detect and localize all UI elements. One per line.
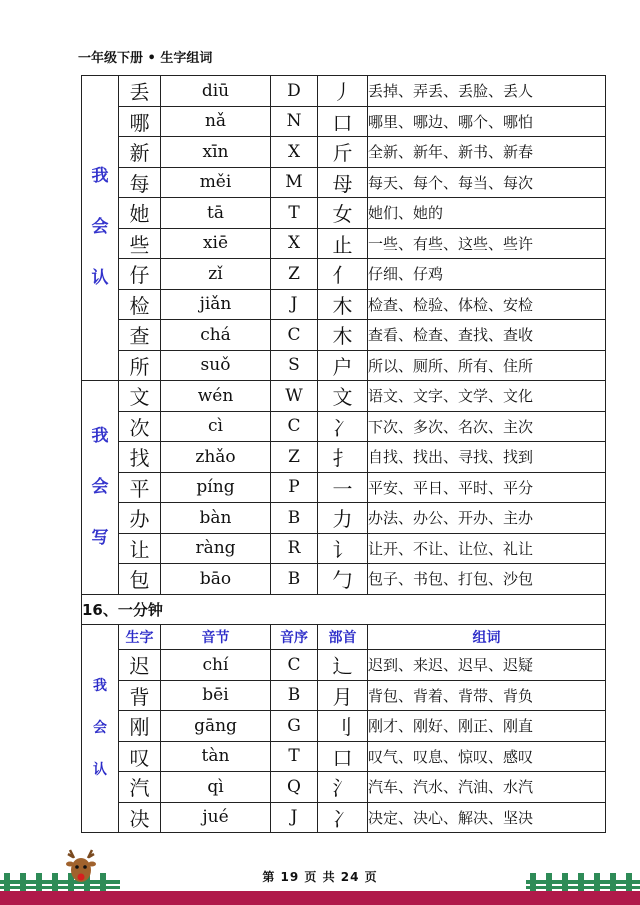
order-cell: J (271, 289, 318, 320)
radical-cell: 木 (318, 320, 368, 351)
pinyin-cell: bēi (161, 680, 271, 711)
words-cell: 迟到、来迟、迟早、迟疑 (368, 650, 606, 681)
table-row (82, 167, 606, 198)
radical-cell: 月 (318, 680, 368, 711)
character-cell: 刚 (119, 711, 161, 742)
character-cell: 办 (119, 503, 161, 534)
character-cell: 文 (119, 381, 161, 412)
table-row (82, 228, 606, 259)
radical-cell: 亻 (318, 259, 368, 290)
words-cell: 刚才、刚好、刚正、刚直 (368, 711, 606, 742)
pinyin-cell: nǎ (161, 106, 271, 137)
table-row (82, 259, 606, 290)
radical-cell: 女 (318, 198, 368, 229)
words-cell: 下次、多次、名次、主次 (368, 411, 606, 442)
character-cell: 决 (119, 802, 161, 833)
character-cell: 叹 (119, 741, 161, 772)
radical-cell: 口 (318, 741, 368, 772)
table-row (82, 198, 606, 229)
words-cell: 全新、新年、新书、新春 (368, 137, 606, 168)
pinyin-cell: měi (161, 167, 271, 198)
section-label-text: 我 会 认 (93, 678, 107, 778)
order-cell: C (271, 320, 318, 351)
section-label-text: 我 会 写 (91, 425, 109, 548)
character-cell: 平 (119, 472, 161, 503)
table-row (82, 289, 606, 320)
radical-cell: 母 (318, 167, 368, 198)
pinyin-cell: xiē (161, 228, 271, 259)
order-cell: Z (271, 259, 318, 290)
order-cell: M (271, 167, 318, 198)
character-cell: 仔 (119, 259, 161, 290)
table-row (82, 650, 606, 681)
order-cell: G (271, 711, 318, 742)
order-cell: T (271, 741, 318, 772)
pinyin-cell: zhǎo (161, 442, 271, 473)
radical-cell: 讠 (318, 533, 368, 564)
pinyin-cell: diū (161, 76, 271, 107)
pinyin-cell: bàn (161, 503, 271, 534)
words-cell: 哪里、哪边、哪个、哪怕 (368, 106, 606, 137)
order-cell: X (271, 228, 318, 259)
reindeer-icon (58, 846, 104, 892)
order-cell: S (271, 350, 318, 381)
order-cell: C (271, 411, 318, 442)
order-cell: N (271, 106, 318, 137)
order-cell: W (271, 381, 318, 412)
section-label-text: 我 会 认 (91, 166, 109, 289)
radical-cell: 扌 (318, 442, 368, 473)
words-cell: 一些、有些、这些、些许 (368, 228, 606, 259)
character-cell: 所 (119, 350, 161, 381)
table-row (82, 802, 606, 833)
pinyin-cell: chá (161, 320, 271, 351)
pinyin-cell: jué (161, 802, 271, 833)
character-cell: 迟 (119, 650, 161, 681)
table-row (82, 442, 606, 473)
order-cell: X (271, 137, 318, 168)
table-row (82, 564, 606, 595)
words-cell: 语文、文字、文学、文化 (368, 381, 606, 412)
pinyin-cell: wén (161, 381, 271, 412)
words-cell: 丢掉、弄丢、丢脸、丢人 (368, 76, 606, 107)
character-cell: 她 (119, 198, 161, 229)
pinyin-cell: ràng (161, 533, 271, 564)
words-cell: 包子、书包、打包、沙包 (368, 564, 606, 595)
table-row (82, 741, 606, 772)
pinyin-cell: gāng (161, 711, 271, 742)
page-header: 一年级下册 • 生字组词 (78, 51, 213, 66)
words-cell: 自找、找出、寻找、找到 (368, 442, 606, 473)
character-cell: 每 (119, 167, 161, 198)
radical-cell: 木 (318, 289, 368, 320)
radical-cell: 氵 (318, 772, 368, 803)
pinyin-cell: píng (161, 472, 271, 503)
order-cell: T (271, 198, 318, 229)
table-row (82, 411, 606, 442)
pinyin-cell: zǐ (161, 259, 271, 290)
table-row (82, 711, 606, 742)
pinyin-cell: bāo (161, 564, 271, 595)
words-cell: 查看、检查、查找、查收 (368, 320, 606, 351)
footer-bar (0, 891, 640, 905)
table-row (82, 320, 606, 351)
order-cell: B (271, 503, 318, 534)
character-cell: 哪 (119, 106, 161, 137)
character-cell: 检 (119, 289, 161, 320)
column-header-row (82, 625, 606, 650)
radical-cell: 冫 (318, 411, 368, 442)
words-cell: 仔细、仔鸡 (368, 259, 606, 290)
table-row (82, 533, 606, 564)
character-cell: 次 (119, 411, 161, 442)
words-cell: 叹气、叹息、惊叹、感叹 (368, 741, 606, 772)
radical-cell: 刂 (318, 711, 368, 742)
radical-cell: 户 (318, 350, 368, 381)
radical-cell: 辶 (318, 650, 368, 681)
table-row (82, 76, 606, 107)
lesson-title: 16、一分钟 (82, 594, 606, 625)
table-row (82, 772, 606, 803)
character-cell: 些 (119, 228, 161, 259)
radical-cell: 斤 (318, 137, 368, 168)
pinyin-cell: chí (161, 650, 271, 681)
column-header-words: 组词 (368, 625, 606, 650)
character-cell: 让 (119, 533, 161, 564)
column-header-char: 生字 (119, 625, 161, 650)
section-label (82, 381, 119, 595)
character-cell: 包 (119, 564, 161, 595)
pinyin-cell: tàn (161, 741, 271, 772)
radical-cell: 文 (318, 381, 368, 412)
radical-cell: 冫 (318, 802, 368, 833)
words-cell: 她们、她的 (368, 198, 606, 229)
order-cell: B (271, 564, 318, 595)
order-cell: C (271, 650, 318, 681)
pinyin-cell: cì (161, 411, 271, 442)
character-cell: 汽 (119, 772, 161, 803)
fence-right-icon (526, 870, 640, 892)
page-number: 第 19 页 共 24 页 (262, 870, 378, 884)
words-cell: 让开、不让、让位、礼让 (368, 533, 606, 564)
pinyin-cell: jiǎn (161, 289, 271, 320)
character-cell: 丢 (119, 76, 161, 107)
order-cell: D (271, 76, 318, 107)
words-cell: 所以、厕所、所有、住所 (368, 350, 606, 381)
character-cell: 找 (119, 442, 161, 473)
table-row (82, 106, 606, 137)
pinyin-cell: xīn (161, 137, 271, 168)
section-label (82, 76, 119, 381)
pinyin-cell: qì (161, 772, 271, 803)
character-table (81, 75, 606, 833)
character-cell: 查 (119, 320, 161, 351)
order-cell: B (271, 680, 318, 711)
table-row (82, 381, 606, 412)
words-cell: 平安、平日、平时、平分 (368, 472, 606, 503)
table-row (82, 680, 606, 711)
words-cell: 办法、办公、开办、主办 (368, 503, 606, 534)
radical-cell: 止 (318, 228, 368, 259)
table-row (82, 472, 606, 503)
words-cell: 背包、背着、背带、背负 (368, 680, 606, 711)
radical-cell: 一 (318, 472, 368, 503)
order-cell: R (271, 533, 318, 564)
words-cell: 决定、决心、解决、坚决 (368, 802, 606, 833)
column-header-radical: 部首 (318, 625, 368, 650)
order-cell: Z (271, 442, 318, 473)
order-cell: J (271, 802, 318, 833)
words-cell: 汽车、汽水、汽油、水汽 (368, 772, 606, 803)
pinyin-cell: tā (161, 198, 271, 229)
order-cell: P (271, 472, 318, 503)
table-row (82, 503, 606, 534)
column-header-order: 音序 (271, 625, 318, 650)
character-cell: 背 (119, 680, 161, 711)
radical-cell: 力 (318, 503, 368, 534)
radical-cell: 口 (318, 106, 368, 137)
section-label (82, 625, 119, 833)
column-header-pinyin: 音节 (161, 625, 271, 650)
words-cell: 每天、每个、每当、每次 (368, 167, 606, 198)
table-row (82, 350, 606, 381)
lesson-row (82, 594, 606, 625)
character-cell: 新 (119, 137, 161, 168)
words-cell: 检查、检验、体检、安检 (368, 289, 606, 320)
radical-cell: 勹 (318, 564, 368, 595)
order-cell: Q (271, 772, 318, 803)
table-row (82, 137, 606, 168)
pinyin-cell: suǒ (161, 350, 271, 381)
radical-cell: 丿 (318, 76, 368, 107)
